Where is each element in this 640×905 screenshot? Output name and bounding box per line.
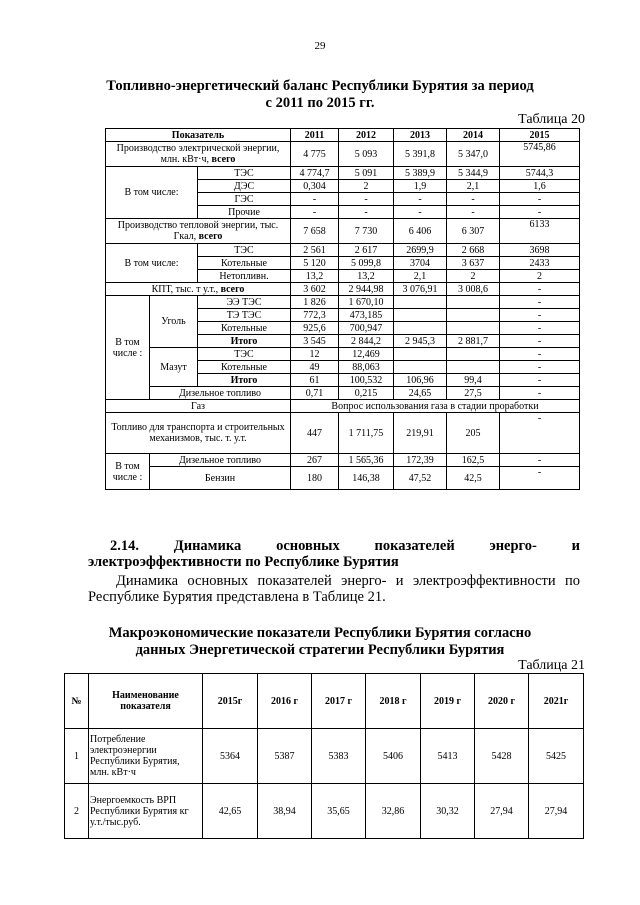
row-label: Итого <box>198 374 291 387</box>
table-row <box>106 296 580 309</box>
header-year: 2021г <box>529 674 584 729</box>
cell: 12,469 <box>339 348 394 361</box>
cell <box>394 361 447 374</box>
including-label: В том числе: <box>106 167 198 219</box>
cell: 0,71 <box>291 387 339 400</box>
cell: 1 670,10 <box>339 296 394 309</box>
cell: 2 945,3 <box>394 335 447 348</box>
cell: 162,5 <box>447 454 500 467</box>
cell: 5 099,8 <box>339 257 394 270</box>
row-label: ЭЭ ТЭС <box>198 296 291 309</box>
cell: 42,5 <box>447 467 500 490</box>
row-label: ТЭС <box>198 348 291 361</box>
cell: 5425 <box>529 729 584 784</box>
cell: 2 617 <box>339 244 394 257</box>
cell: - <box>447 193 500 206</box>
header-year: 2015г <box>203 674 258 729</box>
header-year: 2012 <box>339 129 394 142</box>
table20-heading-line2: с 2011 по 2015 гг. <box>265 95 375 111</box>
header-year: 2019 г <box>421 674 475 729</box>
gas-note: Вопрос использования газа в стадии проработки <box>291 400 580 413</box>
cell: 205 <box>447 413 500 454</box>
fuel-energy-balance-table <box>105 128 580 490</box>
row-label: Бензин <box>150 467 291 490</box>
cell <box>394 348 447 361</box>
cell: - <box>500 335 580 348</box>
cell: 5383 <box>312 729 366 784</box>
header-number: № <box>65 674 89 729</box>
row-label: ТЭС <box>198 244 291 257</box>
cell: 30,32 <box>421 784 475 839</box>
cell: 219,91 <box>394 413 447 454</box>
cell: 267 <box>291 454 339 467</box>
section-title-word: и <box>571 538 580 554</box>
section-title-word: показателей <box>374 538 455 554</box>
cell: 2 881,7 <box>447 335 500 348</box>
row-label: Дизельное топливо <box>150 387 291 400</box>
cell: 27,94 <box>529 784 584 839</box>
header-indicator-name: Наименование показателя <box>89 674 203 729</box>
table-row <box>65 729 584 784</box>
macroeconomic-indicators-table <box>64 673 584 839</box>
cell: 2433 <box>500 257 580 270</box>
cell: 2 944,98 <box>339 283 394 296</box>
fuel-oil-label: Мазут <box>150 348 198 387</box>
table-row <box>106 142 580 167</box>
cell: - <box>500 454 580 467</box>
cell <box>394 309 447 322</box>
cell: 473,185 <box>339 309 394 322</box>
cell: 6 406 <box>394 219 447 244</box>
cell: 0,215 <box>339 387 394 400</box>
table-row <box>106 400 580 413</box>
cell: - <box>500 387 580 400</box>
cell: 5364 <box>203 729 258 784</box>
cell: 0,304 <box>291 180 339 193</box>
cell: 13,2 <box>291 270 339 283</box>
cell: - <box>500 348 580 361</box>
cell: 925,6 <box>291 322 339 335</box>
cell: 99,4 <box>447 374 500 387</box>
cell: - <box>500 322 580 335</box>
cell: - <box>339 206 394 219</box>
cell: - <box>500 467 580 490</box>
header-year: 2017 г <box>312 674 366 729</box>
cell: 3704 <box>394 257 447 270</box>
cell: 5 120 <box>291 257 339 270</box>
cell: 3 008,6 <box>447 283 500 296</box>
table21-heading <box>80 625 560 659</box>
cell <box>447 361 500 374</box>
table-row <box>106 244 580 257</box>
header-year: 2015 <box>500 129 580 142</box>
cell: 1 826 <box>291 296 339 309</box>
header-year: 2014 <box>447 129 500 142</box>
cell: 2699,9 <box>394 244 447 257</box>
cell: 1,6 <box>500 180 580 193</box>
table20-heading-line1: Топливно-энергетический баланс Республики Бурятия за период <box>106 78 534 94</box>
section-heading <box>88 538 580 570</box>
table21-heading-line2: данных Энергетической стратегии Республики Бурятия <box>135 642 505 658</box>
section-title-word: энерго- <box>489 538 537 554</box>
cell: - <box>500 309 580 322</box>
cell: 3 602 <box>291 283 339 296</box>
cell: 49 <box>291 361 339 374</box>
cell: 27,94 <box>475 784 529 839</box>
cell: 5413 <box>421 729 475 784</box>
cell: 2,1 <box>447 180 500 193</box>
cell: - <box>500 193 580 206</box>
cell: - <box>500 413 580 454</box>
table-header-row <box>106 129 580 142</box>
cell: - <box>291 193 339 206</box>
cell: 13,2 <box>339 270 394 283</box>
cell: 3 076,91 <box>394 283 447 296</box>
page-number: 29 <box>314 40 326 52</box>
section-title-word: основных <box>276 538 340 554</box>
cell: 2 561 <box>291 244 339 257</box>
cell: 5406 <box>366 729 421 784</box>
cell: 32,86 <box>366 784 421 839</box>
cell: 42,65 <box>203 784 258 839</box>
table20-heading <box>80 78 560 112</box>
cell: 5428 <box>475 729 529 784</box>
cell: 12 <box>291 348 339 361</box>
table-row <box>106 167 580 180</box>
section-heading-line1 <box>110 538 580 554</box>
table-row <box>106 387 580 400</box>
row-label: Котельные <box>198 257 291 270</box>
cell: 5 347,0 <box>447 142 500 167</box>
including-label-vertical: В том числе : <box>106 296 150 400</box>
cell <box>447 322 500 335</box>
cell: - <box>339 193 394 206</box>
cell <box>447 348 500 361</box>
cell <box>447 296 500 309</box>
cell: 2 <box>447 270 500 283</box>
header-year: 2018 г <box>366 674 421 729</box>
cell: 47,52 <box>394 467 447 490</box>
table20-label: Таблица 20 <box>518 112 585 127</box>
cell: 5745,86 <box>500 142 580 167</box>
cell: 5 389,9 <box>394 167 447 180</box>
header-year: 2016 г <box>258 674 312 729</box>
table-row <box>65 784 584 839</box>
cell: 5 391,8 <box>394 142 447 167</box>
cell: - <box>394 193 447 206</box>
table21-label: Таблица 21 <box>518 658 585 673</box>
cell: 6133 <box>500 219 580 244</box>
row-label: ТЭ ТЭС <box>198 309 291 322</box>
including-label: В том числе: <box>106 244 198 283</box>
cell: 172,39 <box>394 454 447 467</box>
cell: 146,38 <box>339 467 394 490</box>
cell: - <box>291 206 339 219</box>
cell: 38,94 <box>258 784 312 839</box>
table21-heading-line1: Макроэкономические показатели Республики Бурятия согласно <box>108 625 532 641</box>
cell: 5744,3 <box>500 167 580 180</box>
table-row <box>106 413 580 454</box>
table-row <box>106 283 580 296</box>
row-label: Итого <box>198 335 291 348</box>
table-header-row <box>65 674 584 729</box>
cell: 3 545 <box>291 335 339 348</box>
table-row <box>106 454 580 467</box>
cell: - <box>447 206 500 219</box>
header-year: 2013 <box>394 129 447 142</box>
row-label: Котельные <box>198 361 291 374</box>
heat-production-label: Производство тепловой энергии, тыс. Гкал, всего <box>106 219 291 244</box>
cell: 6 307 <box>447 219 500 244</box>
row-label: ДЭС <box>198 180 291 193</box>
row-label: Котельные <box>198 322 291 335</box>
cell: 1 711,75 <box>339 413 394 454</box>
cell: 1 565,36 <box>339 454 394 467</box>
cell: 24,65 <box>394 387 447 400</box>
row-label: ТЭС <box>198 167 291 180</box>
cell: 5387 <box>258 729 312 784</box>
body-paragraph: Динамика основных показателей энерго- и электроэффективности по Республике Бурятия представлена в Таблице 21. <box>88 573 580 605</box>
row-label: Дизельное топливо <box>150 454 291 467</box>
header-indicator: Показатель <box>106 129 291 142</box>
row-number: 2 <box>65 784 89 839</box>
cell: 106,96 <box>394 374 447 387</box>
row-number: 1 <box>65 729 89 784</box>
table-row <box>106 348 580 361</box>
cell: 4 775 <box>291 142 339 167</box>
cell: 2 668 <box>447 244 500 257</box>
cell: 2,1 <box>394 270 447 283</box>
cell: - <box>394 206 447 219</box>
cell: 3698 <box>500 244 580 257</box>
cell: 5 093 <box>339 142 394 167</box>
cell: 3 637 <box>447 257 500 270</box>
row-label: Прочие <box>198 206 291 219</box>
coal-label: Уголь <box>150 296 198 348</box>
cell: 61 <box>291 374 339 387</box>
cell: 100,532 <box>339 374 394 387</box>
cell: 7 730 <box>339 219 394 244</box>
row-label: Нетопливн. <box>198 270 291 283</box>
cell: - <box>500 361 580 374</box>
row-label: Потребление электроэнергии Республики Бурятия, млн. кВт·ч <box>89 729 203 784</box>
row-label: Энергоемкость ВРП Республики Бурятия кг у.т./тыс.руб. <box>89 784 203 839</box>
cell: 1,9 <box>394 180 447 193</box>
cell: 700,947 <box>339 322 394 335</box>
cell: 772,3 <box>291 309 339 322</box>
cell: 2 <box>500 270 580 283</box>
power-production-label: Производство электрической энергии, млн. кВт·ч, всего <box>106 142 291 167</box>
cell: 5 091 <box>339 167 394 180</box>
header-year: 2011 <box>291 129 339 142</box>
cell: 5 344,9 <box>447 167 500 180</box>
including-label-vertical: В том числе : <box>106 454 150 490</box>
section-heading-line2: электроэффективности по Республике Бурятия <box>88 554 399 570</box>
cell: - <box>500 296 580 309</box>
cell: - <box>500 206 580 219</box>
table-row <box>106 467 580 490</box>
cell: 35,65 <box>312 784 366 839</box>
kpt-label: КПТ, тыс. т у.т., всего <box>106 283 291 296</box>
cell <box>447 309 500 322</box>
cell: 27,5 <box>447 387 500 400</box>
cell <box>394 296 447 309</box>
section-number: 2.14. <box>110 538 139 554</box>
cell: 447 <box>291 413 339 454</box>
transport-fuel-label: Топливо для транспорта и строительных механизмов, тыс. т. у.т. <box>106 413 291 454</box>
cell: 4 774,7 <box>291 167 339 180</box>
cell: 180 <box>291 467 339 490</box>
cell: 2 <box>339 180 394 193</box>
row-label: Газ <box>106 400 291 413</box>
cell: 88,063 <box>339 361 394 374</box>
cell: - <box>500 283 580 296</box>
section-title-word: Динамика <box>173 538 242 554</box>
cell <box>394 322 447 335</box>
table-row <box>106 219 580 244</box>
header-year: 2020 г <box>475 674 529 729</box>
cell: - <box>500 374 580 387</box>
row-label: ГЭС <box>198 193 291 206</box>
cell: 7 658 <box>291 219 339 244</box>
cell: 2 844,2 <box>339 335 394 348</box>
